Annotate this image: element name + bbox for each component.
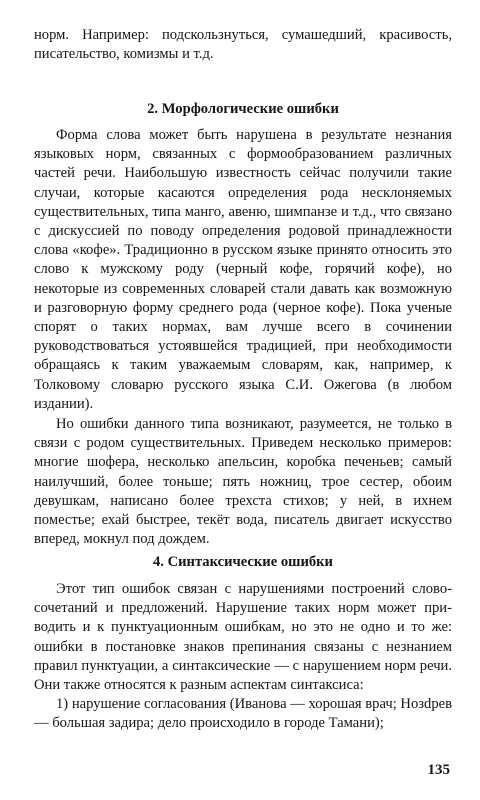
top-paragraph-block (34, 26, 452, 64)
section-morphological-body (34, 126, 452, 549)
top-paragraph: норм. Например: подскользнуться, сумашедший, красивость, писательство, комизмы и т.д. (34, 27, 452, 63)
paragraph-morphological-1: Форма слова может быть нарушена в результате незнания языковых норм, связанных с формообразованием различных частей речи. Наибольшую известность сейчас получили такие случаи, которые касаются определения рода несклоняемых существительных, типа манго, авеню, шимпанзе и т.д., что связано с дискуссией по поводу определения родовой принадлежности слова «кофе». Традиционно в русском языке принято относить это слово к мужскому роду (черный кофе, горячий кофе), но некоторые из современных словарей стали давать как возможную и разговорную форму среднего рода (черное кофе). Пока ученые спорят о таких нормах, вам лучше всего в сочинении руководствоваться устоявшейся традицией, при необходимости обращаясь к таким уважаемым словарям, как, например, к Толковому словарю русского языка С.И. Ожегова (в любом издании). (34, 127, 452, 412)
section-heading-syntactic: 4. Синтаксические ошибки (153, 554, 333, 570)
section-syntactic-body (34, 580, 452, 734)
section-heading-morphological: 2. Морфологические ошибки (147, 101, 339, 117)
list-item-agreement: 1) нарушение согласования (Иванова — хорошая врач; Нозdрев — большая задира; дело происходило в городе Тамани); (34, 696, 452, 732)
page-number: 135 (427, 762, 450, 778)
paragraph-morphological-2: Но ошибки данного типа возникают, разумеется, не только в связи с родом существительных. Приведем несколько примеров: многие шофера, несколько апельсин, коробка печеньев; самый наилучший, более тоньше; пять ножниц, трое сестер, обоим девушкам, написано более трехста стихов; у ней, в ихнем поместье; ехай быстрее, текёт вода, писатель двигает искусство вперед, мокнул под дождем. (34, 416, 452, 548)
paragraph-syntactic-1: Этот тип ошибок связан с нарушениями построений словосочетаний и предложений. Нарушение таких норм может приводить и к пунктуационным ошибкам, но это не одно и то же: ошибки в постановке знаков препинания связаны с незнанием правил пунктуации, а синтаксические — с нарушением норм речи. Они также относятся к разным аспектам синтаксиса: (34, 581, 452, 694)
